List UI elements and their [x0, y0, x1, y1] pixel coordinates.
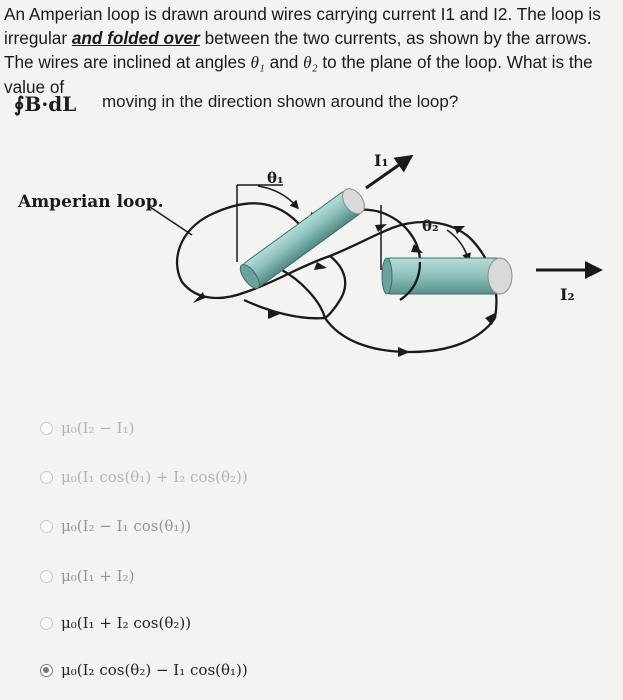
loop-label: Amperian loop.: [18, 192, 164, 212]
angle1-label: θ₁: [267, 169, 284, 187]
current2-label: I₂: [560, 285, 575, 304]
choice-6[interactable]: [40, 655, 248, 685]
choice-6-radio[interactable]: [40, 664, 53, 677]
question-and: and: [264, 52, 304, 72]
choice-5[interactable]: [40, 608, 191, 638]
integral-line: [14, 92, 459, 116]
loop-arrow-9: [268, 308, 280, 319]
choice-1-formula: μ₀(I₂ − I₁): [61, 419, 135, 437]
choice-1-radio[interactable]: [40, 422, 53, 435]
choice-5-radio[interactable]: [40, 617, 53, 630]
choice-1[interactable]: [40, 413, 134, 443]
line-integral: ∮B·dL: [14, 92, 77, 116]
choice-5-formula: μ₀(I₁ + I₂ cos(θ₂)): [61, 614, 192, 632]
choice-4[interactable]: [40, 561, 134, 591]
question-emphasis: and folded over: [71, 28, 200, 48]
loop-arrow-8: [398, 347, 410, 357]
loop-arrow-3: [314, 262, 327, 270]
question-part3: to the plane of the loop. What is the value of: [4, 52, 593, 97]
choice-4-formula: μ₀(I₁ + I₂): [61, 567, 135, 585]
angle2-label: θ₂: [422, 217, 439, 235]
choice-6-formula: μ₀(I₂ cos(θ₂) − I₁ cos(θ₁)): [61, 661, 248, 679]
choice-3-radio[interactable]: [40, 520, 53, 533]
theta2-symbol: θ₂: [303, 53, 318, 72]
loop-pointer-line: [150, 207, 192, 235]
choice-2[interactable]: [40, 462, 248, 492]
amperian-loop-front: [325, 256, 345, 318]
choice-3[interactable]: [40, 511, 191, 541]
choice-2-formula: μ₀(I₁ cos(θ₁) + I₂ cos(θ₂)): [61, 468, 248, 486]
current1-label: I₁: [374, 151, 389, 170]
theta1-symbol: θ₁: [250, 53, 265, 72]
choice-4-radio[interactable]: [40, 570, 53, 583]
question-part2: between the two currents, as shown by the arrows. The wires are inclined at angles: [4, 28, 592, 72]
wire-1: [237, 185, 369, 292]
question-moving: moving in the direction shown around the loop?: [102, 92, 459, 111]
choice-3-formula: μ₀(I₂ − I₁ cos(θ₁)): [61, 517, 192, 535]
choice-2-radio[interactable]: [40, 471, 53, 484]
amperian-loop-diagram: [0, 120, 623, 360]
question-text: [4, 2, 616, 99]
question-part1: An Amperian loop is drawn around wires carrying current I1 and I2. The loop is irregular: [4, 4, 601, 48]
wire-2: [382, 258, 512, 294]
